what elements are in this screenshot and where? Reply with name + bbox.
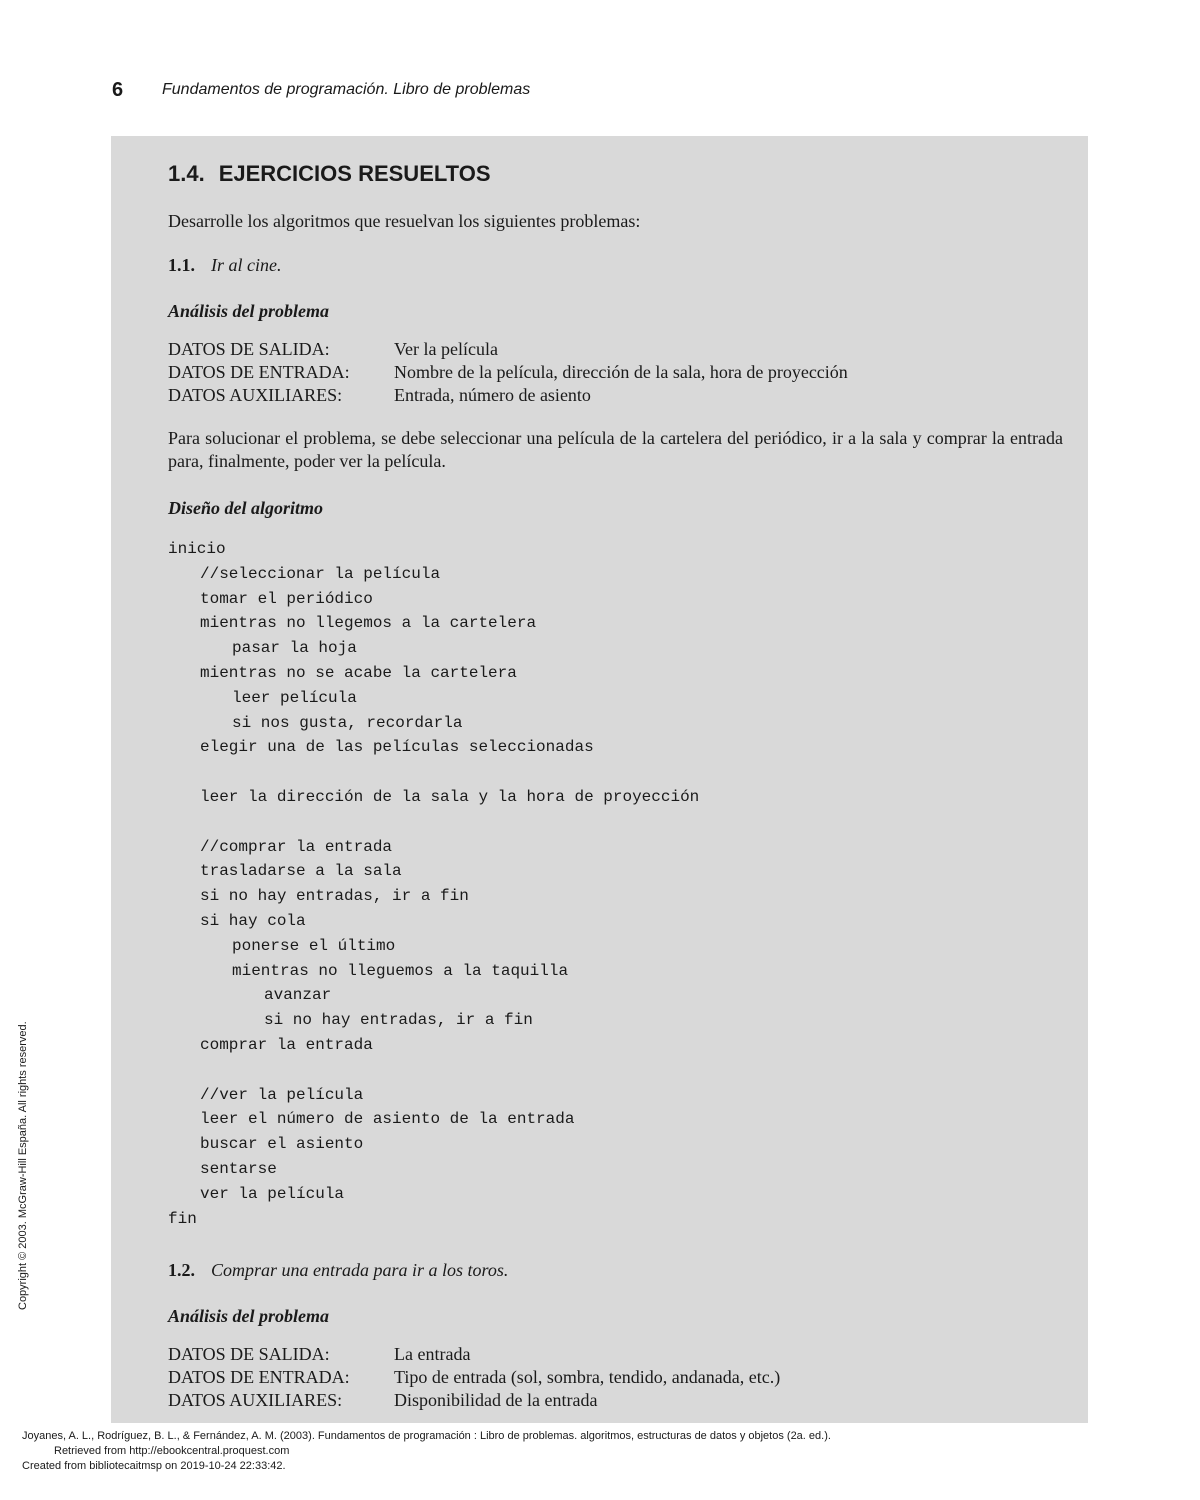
solution-paragraph: Para solucionar el problema, se debe seleccionar una película de la cartelera del periódico, ir a la sala y comprar la entrada para, finalmente, poder ver la película. [168,428,1063,471]
code-line: ponerse el último [232,936,396,955]
copyright-notice: Copyright © 2003. McGraw-Hill España. All rights reserved. [17,1021,29,1310]
code-line: avanzar [264,986,332,1005]
code-line: si no hay entradas, ir a fin [264,1011,533,1030]
created-text: Created from bibliotecaitmsp on 2019-10-24 22:33:42. [22,1460,286,1472]
code-line: si no hay entradas, ir a fin [200,887,469,906]
code-line: mientras no lleguemos a la taquilla [232,961,569,980]
code-line: si nos gusta, recordarla [232,713,463,732]
code-blank-line [168,1058,1068,1083]
datos-row [168,361,1068,384]
datos-value: Disponibilidad de la entrada [394,1390,598,1411]
code-line: //comprar la entrada [200,837,393,856]
code-line: ver la película [200,1184,345,1203]
datos-value: Tipo de entrada (sol, sombra, tendido, andanada, etc.) [394,1367,781,1388]
design-heading: Diseño del algoritmo [168,498,324,518]
code-blank-line [168,760,1068,785]
code-line: sentarse [200,1159,277,1178]
code-line: fin [168,1209,197,1228]
retrieved-text: Retrieved from http://ebookcentral.proquest.com [54,1445,290,1457]
exercise-title [168,254,1068,276]
code-line: //ver la película [200,1085,364,1104]
datos-value: Ver la película [394,339,498,359]
code-line: mientras no se acabe la cartelera [200,663,517,682]
code-line: leer el número de asiento de la entrada [200,1110,575,1129]
exercise-name: Comprar una entrada para ir a los toros. [211,1260,509,1281]
section-number: 1.4. [168,161,205,186]
code-line: leer la dirección de la sala y la hora de proyección [200,787,700,806]
citation-footer [22,1429,831,1474]
datos-label: DATOS DE SALIDA: [168,339,330,359]
datos-row [168,1366,1068,1389]
citation-text: Joyanes, A. L., Rodríguez, B. L., & Fernández, A. M. (2003). Fundamentos de programación : Libro de problemas. algoritmos, estructuras de datos y objetos (2a. ed.). [22,1430,831,1442]
code-line: inicio [168,540,226,558]
datos-list [168,338,1068,407]
datos-label: DATOS AUXILIARES: [168,1390,343,1411]
code-line: pasar la hoja [232,639,357,658]
datos-label: DATOS DE ENTRADA: [168,1367,350,1388]
analysis-heading: Análisis del problema [168,1306,330,1327]
running-title: Fundamentos de programación. Libro de problemas [162,81,531,98]
exercise-name: Ir al cine. [211,255,282,275]
datos-value: Nombre de la película, dirección de la sala, hora de proyección [394,362,848,382]
datos-row [168,338,1068,361]
algorithm-code-block [168,537,1068,1231]
datos-label: DATOS DE SALIDA: [168,1344,330,1365]
datos-row [168,1389,1068,1412]
code-line: elegir una de las películas seleccionadas [200,738,594,757]
code-line: //seleccionar la película [200,564,441,583]
code-line: tomar el periódico [200,589,373,608]
datos-label: DATOS DE ENTRADA: [168,362,350,382]
code-line: leer película [232,688,357,707]
panel-content [168,152,1068,1412]
code-line: trasladarse a la sala [200,862,402,881]
datos-list [168,1343,1068,1412]
page-number: 6 [112,78,124,101]
page-header [112,76,530,104]
exercise-number: 1.2. [168,1260,195,1281]
code-line: mientras no llegemos a la cartelera [200,614,537,633]
section-intro: Desarrolle los algoritmos que resuelvan los siguientes problemas: [168,211,641,231]
code-line: buscar el asiento [200,1135,364,1154]
section-title [168,158,1068,190]
analysis-heading: Análisis del problema [168,301,330,321]
exercise-number: 1.1. [168,255,195,275]
code-line: si hay cola [200,911,306,930]
datos-value: La entrada [394,1344,471,1365]
datos-label: DATOS AUXILIARES: [168,385,343,405]
code-line: comprar la entrada [200,1035,373,1054]
exercise-title [168,1259,1068,1281]
datos-row [168,384,1068,407]
code-blank-line [168,810,1068,835]
datos-value: Entrada, número de asiento [394,385,591,405]
section-title-text: EJERCICIOS RESUELTOS [218,161,491,186]
datos-row [168,1343,1068,1366]
